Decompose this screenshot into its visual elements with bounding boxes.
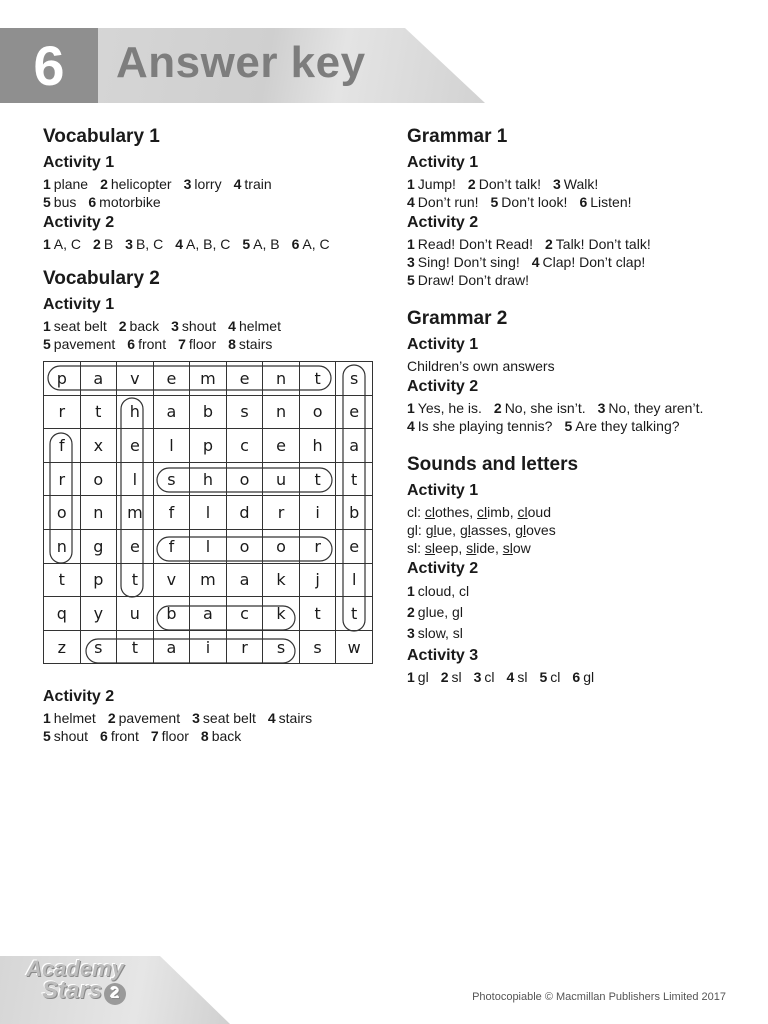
grid-cell: i	[190, 630, 227, 664]
answer-line	[407, 417, 747, 435]
grid-cell: s	[226, 395, 263, 429]
activity-title: Activity 3	[407, 647, 479, 664]
grid-cell: r	[299, 529, 336, 563]
answer-line	[407, 253, 747, 271]
grid-cell: r	[44, 462, 81, 496]
answer-item: 1 helmet	[43, 710, 96, 726]
grid-cell: u	[117, 597, 154, 631]
answer-item: 4 helmet	[228, 318, 281, 334]
unit-number: 6	[0, 28, 98, 103]
section-title-vocabulary-2: Vocabulary 2	[43, 268, 160, 289]
answer-item: 2 pavement	[107, 710, 181, 726]
answer-item: 5 Don’t look!	[490, 194, 568, 210]
answer-line	[43, 335, 383, 353]
answer-line	[407, 668, 747, 686]
grid-cell: o	[226, 462, 263, 496]
grid-cell: a	[153, 395, 190, 429]
grid-cell: t	[117, 563, 154, 597]
grid-cell: p	[190, 429, 227, 463]
grid-cell: a	[80, 362, 117, 396]
answer-item: 5 Draw! Don’t draw!	[407, 272, 530, 288]
answer-item: 2 sl	[440, 669, 462, 685]
answer-line: 3 slow, sl	[407, 625, 463, 641]
grid-cell: c	[226, 597, 263, 631]
activity-title: Activity 1	[43, 154, 115, 171]
section-title-vocabulary-1: Vocabulary 1	[43, 126, 160, 147]
grid-cell: a	[153, 630, 190, 664]
grid-cell: o	[44, 496, 81, 530]
answer-item: 3 B, C	[125, 236, 164, 252]
grid-cell: p	[44, 362, 81, 396]
activity-title: Activity 2	[43, 214, 115, 231]
grid-cell: x	[80, 429, 117, 463]
section-title-sounds-and-letters: Sounds and letters	[407, 454, 579, 475]
answer-item: 8 stairs	[228, 336, 273, 352]
answer-line	[43, 317, 383, 335]
grid-cell: m	[190, 563, 227, 597]
word-search-grid	[43, 361, 373, 664]
answer-item: 2 No, she isn’t.	[493, 400, 586, 416]
activity-title: Activity 2	[43, 688, 115, 705]
answer-item: 5 shout	[43, 728, 89, 744]
sound-line-cl: cl: clothes, climb, cloud	[407, 504, 551, 520]
grid-cell: o	[263, 529, 300, 563]
grid-cell: w	[336, 630, 373, 664]
activity-title: Activity 1	[43, 296, 115, 313]
activity-title: Activity 1	[407, 482, 479, 499]
answer-item: 6 motorbike	[88, 194, 161, 210]
answer-item: 1 A, C	[43, 236, 82, 252]
answer-item: 5 Are they talking?	[564, 418, 680, 434]
grid-cell: k	[263, 597, 300, 631]
answer-item: 5 cl	[539, 669, 561, 685]
grid-cell: f	[153, 496, 190, 530]
grid-cell: y	[80, 597, 117, 631]
grid-cell: e	[117, 529, 154, 563]
right-column	[407, 125, 747, 686]
activity-title: Activity 2	[407, 560, 479, 577]
grid-cell: l	[190, 529, 227, 563]
grid-cell: v	[117, 362, 154, 396]
answer-line	[407, 271, 747, 289]
grid-cell: n	[80, 496, 117, 530]
grid-cell: z	[44, 630, 81, 664]
activity-title: Activity 2	[407, 214, 479, 231]
left-column	[43, 125, 383, 745]
grid-cell: f	[44, 429, 81, 463]
answer-line	[407, 193, 747, 211]
page-title: Answer key	[116, 38, 366, 87]
grid-cell: e	[263, 429, 300, 463]
grid-cell: a	[226, 563, 263, 597]
answer-item: 5 pavement	[43, 336, 116, 352]
grid-cell: m	[117, 496, 154, 530]
copyright-notice: Photocopiable © Macmillan Publishers Limited 2017	[472, 991, 726, 1003]
answer-item: 1 Yes, he is.	[407, 400, 482, 416]
answer-item: 4 Clap! Don’t clap!	[531, 254, 646, 270]
answer-item: 4 Is she playing tennis?	[407, 418, 553, 434]
answer-item: 2 Talk! Don’t talk!	[544, 236, 651, 252]
grid-cell: d	[226, 496, 263, 530]
grid-cell: t	[117, 630, 154, 664]
answer-item: 6 front	[127, 336, 167, 352]
answer-item: 4 train	[233, 176, 272, 192]
grid-cell: r	[44, 395, 81, 429]
answer-item: 5 bus	[43, 194, 77, 210]
grid-cell: t	[299, 362, 336, 396]
answer-item: 7 floor	[178, 336, 217, 352]
grid-cell: o	[226, 529, 263, 563]
grid-cell: f	[153, 529, 190, 563]
grid-cell: j	[299, 563, 336, 597]
grid-cell: t	[299, 597, 336, 631]
grid-cell: e	[226, 362, 263, 396]
grid-cell: b	[153, 597, 190, 631]
answer-line	[407, 399, 747, 417]
grid-cell: v	[153, 563, 190, 597]
answer-item: 6 gl	[572, 669, 595, 685]
grid-cell: s	[153, 462, 190, 496]
section-title-grammar-1: Grammar 1	[407, 126, 508, 147]
answer-line	[43, 175, 383, 193]
answer-item: 3 Walk!	[552, 176, 599, 192]
answer-item: 6 Listen!	[579, 194, 632, 210]
grid-cell: a	[336, 429, 373, 463]
answer-item: 3 No, they aren’t.	[597, 400, 704, 416]
grid-cell: e	[117, 429, 154, 463]
grid-cell: t	[44, 563, 81, 597]
grid-cell: s	[80, 630, 117, 664]
answer-item: 1 plane	[43, 176, 89, 192]
answer-item: 2 back	[118, 318, 160, 334]
grid-cell: b	[336, 496, 373, 530]
academy-stars-logo: Academy Stars 2	[26, 958, 126, 1005]
answer-item: 1 seat belt	[43, 318, 107, 334]
grid-cell: t	[336, 597, 373, 631]
grid-cell: g	[80, 529, 117, 563]
grid-cell: t	[336, 462, 373, 496]
grid-cell: u	[263, 462, 300, 496]
grid-cell: q	[44, 597, 81, 631]
answer-line	[407, 175, 747, 193]
answer-line	[43, 727, 383, 745]
answer-item: 7 floor	[150, 728, 189, 744]
answer-item: 6 A, C	[291, 236, 330, 252]
grid-cell: t	[299, 462, 336, 496]
sound-line-sl: sl: sleep, slide, slow	[407, 540, 531, 556]
answer-item: 3 lorry	[183, 176, 222, 192]
grid-cell: s	[299, 630, 336, 664]
grid-cell: p	[80, 563, 117, 597]
grid-cell: e	[153, 362, 190, 396]
grid-cell: h	[299, 429, 336, 463]
answer-line	[43, 193, 383, 211]
answer-item: 4 sl	[506, 669, 528, 685]
grid-cell: n	[263, 395, 300, 429]
grid-cell: o	[80, 462, 117, 496]
answer-item: 4 stairs	[267, 710, 313, 726]
answer-item: 3 cl	[473, 669, 495, 685]
grid-cell: c	[226, 429, 263, 463]
grid-cell: o	[299, 395, 336, 429]
grid-cell: m	[190, 362, 227, 396]
answer-line	[407, 235, 747, 253]
answer-item: 4 A, B, C	[175, 236, 231, 252]
answer-line: 1 cloud, cl	[407, 583, 470, 599]
answer-item: 2 Don’t talk!	[467, 176, 541, 192]
grid-cell: i	[299, 496, 336, 530]
grid-cell: l	[117, 462, 154, 496]
answer-item: 6 front	[100, 728, 139, 744]
grid-cell: k	[263, 563, 300, 597]
sound-line-gl: gl: glue, glasses, gloves	[407, 522, 556, 538]
page-header	[0, 28, 490, 103]
answer-line	[43, 235, 383, 253]
grid-cell: t	[80, 395, 117, 429]
answer-item: 3 shout	[171, 318, 217, 334]
answer-line: 2 glue, gl	[407, 604, 463, 620]
grid-cell: s	[263, 630, 300, 664]
grid-cell: l	[336, 563, 373, 597]
grid-cell: r	[263, 496, 300, 530]
grid-cell: s	[336, 362, 373, 396]
answer-item: 1 gl	[407, 669, 429, 685]
answer-item: 5 A, B	[242, 236, 280, 252]
word-search-puzzle	[43, 361, 373, 671]
answer-text: Children’s own answers	[407, 358, 555, 374]
activity-title: Activity 2	[407, 378, 479, 395]
answer-item: 3 Sing! Don’t sing!	[407, 254, 520, 270]
activity-title: Activity 1	[407, 154, 479, 171]
grid-cell: r	[226, 630, 263, 664]
answer-item: 8 back	[200, 728, 242, 744]
grid-cell: b	[190, 395, 227, 429]
answer-item: 1 Jump!	[407, 176, 456, 192]
answer-line	[43, 709, 383, 727]
grid-cell: l	[190, 496, 227, 530]
answer-item: 2 helicopter	[100, 176, 172, 192]
answer-item: 4 Don’t run!	[407, 194, 479, 210]
grid-cell: e	[336, 395, 373, 429]
grid-cell: l	[153, 429, 190, 463]
grid-cell: e	[336, 529, 373, 563]
answer-item: 1 Read! Don’t Read!	[407, 236, 533, 252]
grid-cell: h	[117, 395, 154, 429]
grid-cell: n	[44, 529, 81, 563]
activity-title: Activity 1	[407, 336, 479, 353]
activity-2-list	[407, 581, 747, 644]
answer-item: 2 B	[93, 236, 114, 252]
section-title-grammar-2: Grammar 2	[407, 308, 508, 329]
grid-cell: h	[190, 462, 227, 496]
grid-cell: a	[190, 597, 227, 631]
grid-cell: n	[263, 362, 300, 396]
answer-item: 3 seat belt	[192, 710, 256, 726]
